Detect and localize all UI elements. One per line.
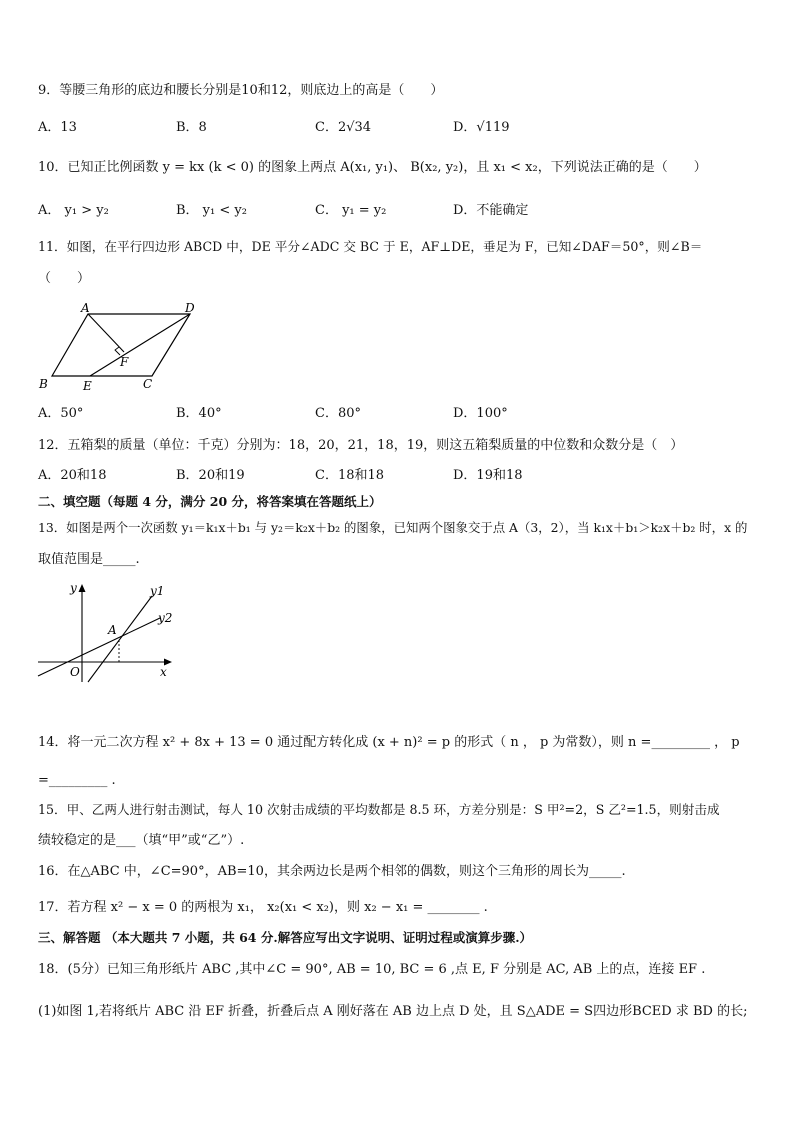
question-11-choice-b: B．40° xyxy=(176,406,222,421)
label-d: D xyxy=(185,301,195,315)
right-angle-mark xyxy=(115,347,120,355)
label-o: O xyxy=(70,665,80,679)
question-9-stem: 9．等腰三角形的底边和腰长分别是10和12，则底边上的高是（ ） xyxy=(38,83,444,98)
segment-de xyxy=(90,314,190,376)
question-12-stem: 12．五箱梨的质量（单位：千克）分别为：18，20，21，18，19，则这五箱梨质量的中位数和众数分是（ ） xyxy=(38,438,684,453)
question-10-choice-d: D．不能确定 xyxy=(453,203,529,218)
question-11-choice-a: A．50° xyxy=(38,406,84,421)
question-15-stem-line2: 绩较稳定的是___（填“甲”或“乙”）. xyxy=(38,833,245,848)
question-13-stem-line1: 13．如图是两个一次函数 y₁＝k₁x＋b₁ 与 y₂＝k₂x＋b₂ 的图象，已知两个图象交于点 A（3，2），当 k₁x＋b₁＞k₂x＋b₂ 时，x 的 xyxy=(38,520,748,535)
question-12-choice-a: A．20和18 xyxy=(38,468,107,483)
question-9-choice-c: C．2√34 xyxy=(315,120,372,135)
question-10-choice-c: C． y₁ = y₂ xyxy=(315,203,387,218)
question-9-choice-d: D．√119 xyxy=(453,120,510,135)
y-axis-arrow xyxy=(79,584,86,592)
question-14-stem-line2: =_________ . xyxy=(38,773,116,788)
label-a: A xyxy=(108,623,117,637)
label-y: y xyxy=(70,581,77,595)
question-10-choice-a: A． y₁ > y₂ xyxy=(38,203,109,218)
parallelogram-figure xyxy=(34,300,204,392)
question-12-choice-d: D．19和18 xyxy=(453,468,523,483)
question-12-choice-b: B．20和19 xyxy=(176,468,245,483)
question-15-stem-line1: 15．甲、乙两人进行射击测试，每人 10 次射击成绩的平均数都是 8.5 环，方差分别是：S 甲²=2，S 乙²=1.5，则射击成 xyxy=(38,802,720,817)
section-3-heading: 三、解答题 （本大题共 7 小题，共 64 分.解答应写出文字说明、证明过程或演算步骤.） xyxy=(38,930,533,945)
segment-af xyxy=(88,314,124,352)
question-17-stem: 17．若方程 x² − x = 0 的两根为 x₁， x₂(x₁ < x₂)，则 x₂ − x₁ = ________ . xyxy=(38,900,488,915)
linear-functions-graph xyxy=(34,578,184,686)
line-y1 xyxy=(88,596,152,682)
question-11-choice-d: D．100° xyxy=(453,406,508,421)
question-9-choice-b: B．8 xyxy=(176,120,207,135)
question-12-choice-c: C．18和18 xyxy=(315,468,385,483)
label-x: x xyxy=(160,665,167,679)
question-14-stem-line1: 14．将一元二次方程 x² + 8x + 13 = 0 通过配方转化成 (x + n)² = p 的形式（ n ， p 为常数），则 n =_________ ， p xyxy=(38,735,740,750)
question-18-part1: (1)如图 1,若将纸片 ABC 沿 EF 折叠，折叠后点 A 刚好落在 AB 边上点 D 处，且 S△ADE = S四边形BCED 求 BD 的长; xyxy=(38,1004,748,1019)
label-a: A xyxy=(81,301,90,315)
question-10-choice-b: B． y₁ < y₂ xyxy=(176,203,247,218)
question-11-stem-line1: 11．如图，在平行四边形 ABCD 中，DE 平分∠ADC 交 BC 于 E，AF⊥DE，垂足为 F，已知∠DAF＝50°，则∠B＝ xyxy=(38,239,703,254)
question-9-choice-a: A．13 xyxy=(38,120,77,135)
question-11-stem-line2: （ ） xyxy=(38,271,91,286)
label-f: F xyxy=(120,355,129,369)
label-y1: y1 xyxy=(150,584,165,598)
label-b: B xyxy=(39,377,48,391)
question-16-stem: 16．在△ABC 中，∠C=90°，AB=10，其余两边长是两个相邻的偶数，则这个三角形的周长为_____. xyxy=(38,864,626,879)
label-e: E xyxy=(83,379,92,392)
section-2-heading: 二、填空题（每题 4 分，满分 20 分，将答案填在答题纸上） xyxy=(38,494,382,509)
question-11-choice-c: C．80° xyxy=(315,406,361,421)
label-y2: y2 xyxy=(158,611,173,625)
question-13-stem-line2: 取值范围是_____. xyxy=(38,552,140,567)
question-18-stem: 18．(5分）已知三角形纸片 ABC ,其中∠C = 90°, AB = 10, BC = 6 ,点 E, F 分别是 AC, AB 上的点，连接 EF . xyxy=(38,962,706,977)
label-c: C xyxy=(143,377,153,391)
question-10-stem: 10．已知正比例函数 y = kx (k < 0) 的图象上两点 A(x₁, y₁)、 B(x₂, y₂)，且 x₁ < x₂，下列说法正确的是（ ） xyxy=(38,160,707,175)
